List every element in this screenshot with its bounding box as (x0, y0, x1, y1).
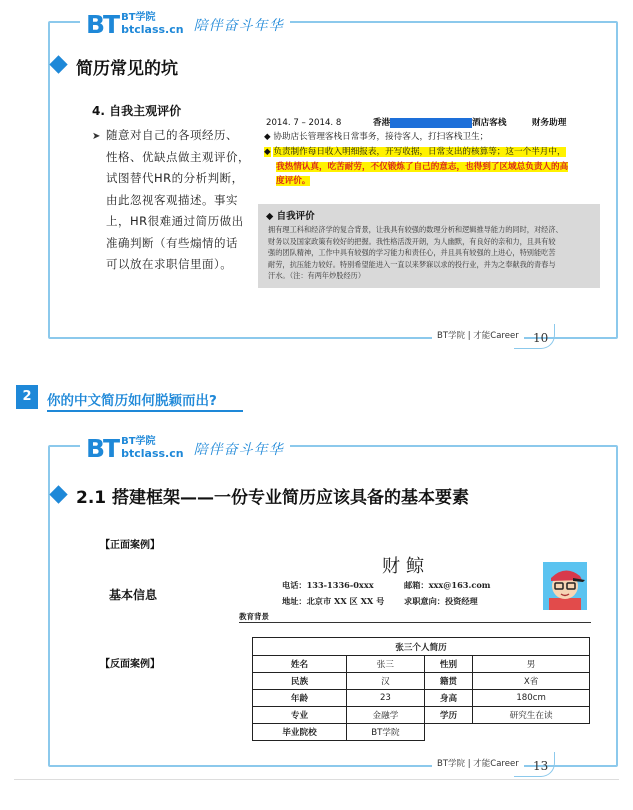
self-eval-box (258, 204, 600, 288)
place-prefix: 香港 (372, 118, 391, 128)
body-line: 由此忽视客观描述。事实 (106, 192, 238, 207)
logo-url: btclass.cn (121, 22, 184, 36)
slide-1 (6, 8, 628, 360)
body-line: 性格、优缺点做主观评价， (106, 149, 250, 164)
bt-logo-icon: BT (86, 10, 119, 39)
highlight-line: 我热情认真，吃苦耐劳，不仅锻炼了自己的意志，也得到了区域总负责人的高 (276, 162, 569, 172)
page-number: 13 (533, 759, 549, 773)
self-eval-text: 拥有理工科和经济学的复合背景，让我具有较强的数理分析和逻辑推导能力的同时，对经济、 财务以及国家政策有较好的把握。我性格活泼开朗，为人幽默，有良好的亲和力，且具有较 强的团队精神，工作中具有较强的学习能力和责任心，并且具有较强的上进心，特别能吃苦 耐劳，抗压能力较好。特别希望能进入一直以来梦寐以求的投行业，并为之奉献我的青春与 汗水。（注：有两年炒股经历） (268, 225, 563, 280)
diamond-bullet-icon: ◆ (264, 147, 271, 157)
table-row: 民族 汉 籍贯 X省 (253, 673, 590, 690)
slogan: 陪伴奋斗年华 (193, 17, 284, 34)
basic-info-label: 基本信息 (109, 588, 158, 602)
highlight-line: 度评价。 (276, 176, 311, 186)
logo-url: btclass.cn (121, 446, 184, 460)
table-row: 姓名 张三 性别 男 (253, 656, 590, 673)
slide-2 (6, 432, 628, 792)
role: 财务助理 (531, 118, 567, 128)
body-line: 试图替代HR的分析判断， (106, 171, 244, 185)
education-divider (239, 622, 591, 623)
body-line: 随意对自己的各项经历、 (106, 128, 238, 142)
resume-bullet: ◆ 协助店长管理客栈日常事务，接待客人，打扫客栈卫生； (264, 132, 489, 142)
page-number: 10 (533, 331, 549, 345)
diamond-bullet-icon: ◆ (266, 211, 274, 222)
slide-title: 2.1 搭建框架——一份专业简历应该具备的基本要素 (76, 488, 470, 508)
section-banner-title: 你的中文简历如何脱颖而出? (47, 393, 217, 409)
table-row: 专业 金融学 学历 研究生在读 (253, 707, 590, 724)
table-row: 年龄 23 身高 180cm (253, 690, 590, 707)
resume-email: 邮箱：xxx@163.com (404, 580, 491, 590)
slide-footer: BT学院 | 才能Career (432, 757, 524, 769)
bt-logo-icon: BT (86, 434, 119, 463)
slide-footer: BT学院 | 才能Career (432, 329, 524, 341)
banner-underline (47, 410, 243, 412)
subjective-eval-text (106, 125, 256, 276)
cartoon-avatar-icon (543, 562, 587, 610)
resume-example-shot (258, 106, 600, 288)
diamond-bullet-icon: ◆ (264, 132, 271, 142)
resume-name: 财鲸 (382, 556, 430, 577)
body-line: 上，HR很难通过简历做出 (106, 214, 244, 228)
table-title: 张三个人简历 (253, 638, 590, 656)
positive-case-label: 【正面案例】 (100, 540, 160, 551)
slogan: 陪伴奋斗年华 (193, 441, 284, 458)
resume-bullet: ◆ 负责制作每日收入明细报表，开写收据，日常支出的核算等；这一个半月中， (264, 147, 566, 157)
section-number-badge: 2 (16, 385, 38, 409)
bad-resume-table (252, 637, 590, 741)
section-heading: 4. 自我主观评价 (92, 104, 182, 118)
education-label: 教育背景 (239, 612, 269, 621)
brand-header (80, 436, 290, 461)
logo-cn: BT学院 (121, 436, 156, 448)
date-range: 2014. 7 – 2014. 8 (266, 118, 342, 128)
logo-cn: BT学院 (121, 12, 156, 24)
table-row: 毕业院校 BT学院 (253, 724, 590, 741)
body-line: 准确判断（有些煽情的话 (106, 235, 238, 250)
place-suffix: 酒店客栈 (472, 118, 507, 128)
negative-case-label: 【反面案例】 (100, 659, 160, 670)
body-line: 可以放在求职信里面）。 (106, 257, 233, 271)
self-eval-title: 自我评价 (276, 211, 315, 222)
resume-intention: 求职意向：投资经理 (404, 596, 478, 606)
avatar (543, 562, 587, 610)
slide-title: 简历常见的坑 (76, 59, 178, 79)
resume-address: 地址：北京市 XX 区 XX 号 (282, 596, 385, 606)
bottom-divider (14, 779, 619, 780)
resume-phone: 电话：133-1336-0xxx (282, 580, 374, 590)
bullet-arrow-icon: ➤ (92, 131, 101, 142)
brand-header (80, 12, 290, 37)
